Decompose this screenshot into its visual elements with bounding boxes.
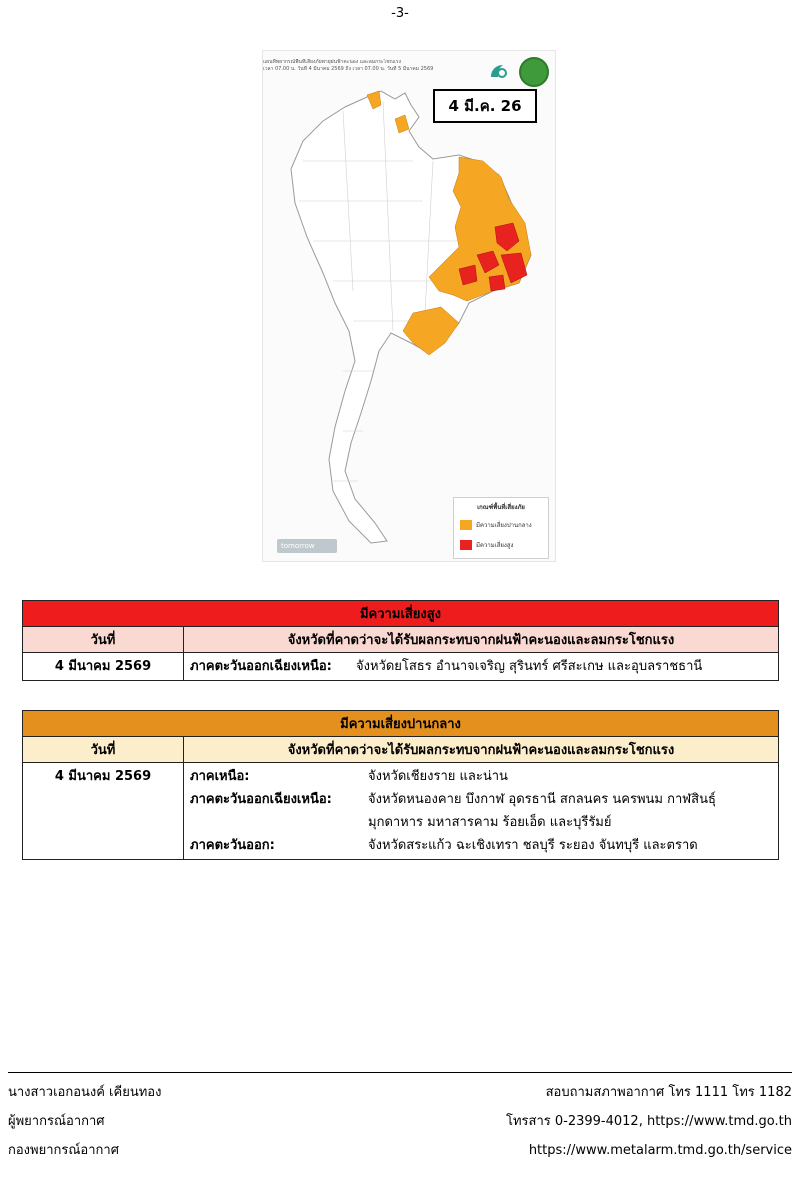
forecaster-name: นางสาวเอกอนงค์ เคียนทอง xyxy=(8,1085,162,1100)
map-legend xyxy=(453,497,549,559)
map-header-line: เวลา 07.00 น. วันที่ 4 มีนาคม 2569 ถึง เวลา 07.00 น. วันที่ 5 มีนาคม 2569 xyxy=(263,66,434,72)
risk-map xyxy=(262,50,556,562)
row-areas xyxy=(184,763,779,860)
table-row xyxy=(23,763,779,860)
col-area-header: จังหวัดที่คาดว่าจะได้รับผลกระทบจากฝนฟ้าคะนองและลมกระโชกแรง xyxy=(184,737,779,763)
contact-phone: สอบถามสภาพอากาศ โทร 1111 โทร 1182 xyxy=(545,1085,792,1100)
contact-service-link[interactable]: https://www.metalarm.tmd.go.th/service xyxy=(528,1143,792,1158)
page-number: -3- xyxy=(391,6,409,21)
row-date: 4 มีนาคม 2569 xyxy=(23,763,184,860)
region-provinces: จังหวัดยโสธร อำนาจเจริญ สุรินทร์ ศรีสะเกษ และอุบลราชธานี xyxy=(356,659,703,674)
high-risk-table xyxy=(22,600,779,681)
tomorrow-watermark: tomorrow xyxy=(277,539,337,553)
region-name: ภาคตะวันออกเฉียงเหนือ: xyxy=(190,792,332,807)
region-provinces: จังหวัดเชียงราย และน่าน xyxy=(368,769,508,784)
region-line xyxy=(190,655,772,678)
legend-item-high xyxy=(460,540,513,550)
footer-forecaster xyxy=(8,1078,161,1165)
legend-item-medium xyxy=(460,520,532,530)
legend-label: มีความเสี่ยงสูง xyxy=(476,542,514,549)
high-risk-title: มีความเสี่ยงสูง xyxy=(23,601,779,627)
legend-swatch-high xyxy=(460,540,472,550)
map-date-label: 4 มี.ค. 26 xyxy=(433,89,537,123)
region-line xyxy=(190,765,772,788)
region-name: ภาคตะวันออก: xyxy=(190,838,275,853)
region-provinces: จังหวัดหนองคาย บึงกาฬ อุดรธานี สกลนคร นครพนม กาฬสินธุ์ xyxy=(368,792,716,807)
medium-risk-table xyxy=(22,710,779,860)
region-line xyxy=(190,788,772,811)
medium-risk-title: มีความเสี่ยงปานกลาง xyxy=(23,711,779,737)
legend-title: เกณฑ์พื้นที่เสี่ยงภัย xyxy=(477,504,525,511)
region-name: ภาคเหนือ: xyxy=(190,769,250,784)
region-name: ภาคตะวันออกเฉียงเหนือ: xyxy=(190,659,332,674)
map-header-line: แผนที่พยากรณ์พื้นที่เสี่ยงภัยพายุฝนฟ้าคะนอง และลมกระโชกแรง xyxy=(263,59,402,65)
contact-fax-website: โทรสาร 0-2399-4012, https://www.tmd.go.th xyxy=(506,1114,792,1129)
footer-divider xyxy=(8,1072,792,1073)
thailand-map xyxy=(263,51,555,561)
row-areas xyxy=(184,653,779,681)
table-row xyxy=(23,653,779,681)
col-date-header: วันที่ xyxy=(23,737,184,763)
forecaster-title: ผู้พยากรณ์อากาศ xyxy=(8,1114,105,1129)
col-area-header: จังหวัดที่คาดว่าจะได้รับผลกระทบจากฝนฟ้าคะนองและลมกระโชกแรง xyxy=(184,627,779,653)
legend-swatch-medium xyxy=(460,520,472,530)
col-date-header: วันที่ xyxy=(23,627,184,653)
region-provinces: จังหวัดสระแก้ว ฉะเชิงเทรา ชลบุรี ระยอง จันทบุรี และตราด xyxy=(368,838,698,853)
footer-contact xyxy=(506,1078,792,1165)
region-line xyxy=(190,834,772,857)
row-date: 4 มีนาคม 2569 xyxy=(23,653,184,681)
legend-label: มีความเสี่ยงปานกลาง xyxy=(476,522,532,529)
region-continuation: มุกดาหาร มหาสารคาม ร้อยเอ็ด และบุรีรัมย์ xyxy=(368,815,612,830)
forecaster-division: กองพยากรณ์อากาศ xyxy=(8,1143,119,1158)
